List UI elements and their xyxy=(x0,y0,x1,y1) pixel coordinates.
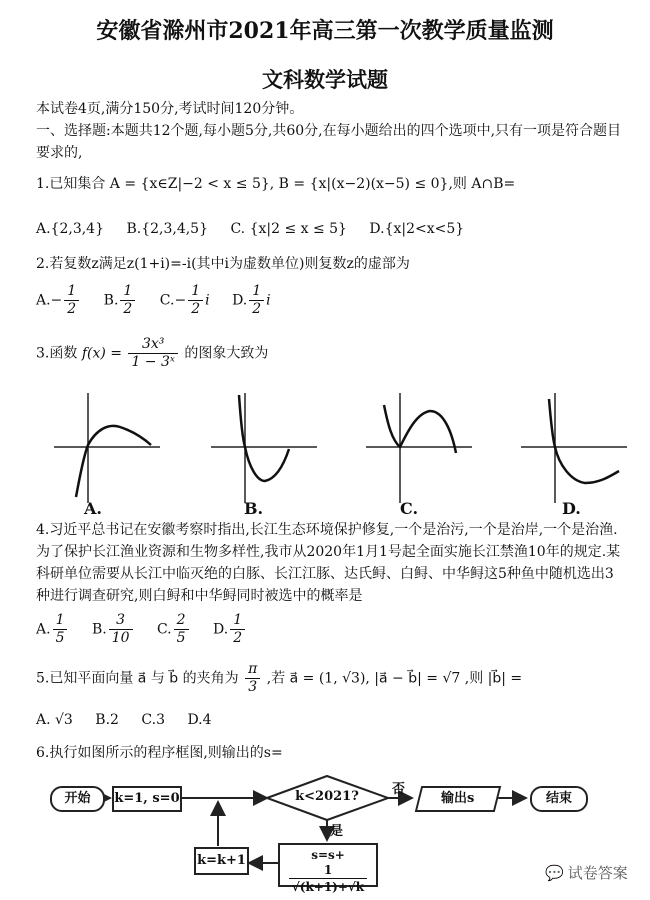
question-2-option-d: D. $\frac{1}{2}$ i xyxy=(232,283,271,317)
question-5-option-c: C.3 xyxy=(141,712,165,728)
question-5-stem: 5.已知平面向量 a⃗ 与 b⃗ 的夹角为 $\frac{\pi}{3}$ ,若 a⃗ = (1, √3), |a⃗ − b⃗| = √7 ,则 |b⃗| = xyxy=(36,661,523,695)
question-1-option-a: A.{2,3,4} xyxy=(36,221,104,237)
question-4-option-a: A. $\frac{1}{5}$ xyxy=(36,612,69,647)
question-5-options xyxy=(36,709,230,731)
flowchart-yes-label: 是 xyxy=(330,824,344,839)
question-3-stem: 3.函数 f(x) = $\frac{\text{3x³}}{\text{1 − 3ˣ}}$ 的图象大致为 xyxy=(36,336,269,370)
question-1-option-d: D.{x|2<x<5} xyxy=(369,221,465,237)
question-4-option-c: C. $\frac{2}{5}$ xyxy=(157,612,191,647)
graph-label-b: B. xyxy=(244,499,264,518)
graph-label-c: C. xyxy=(400,499,419,518)
graph-label-a: A. xyxy=(84,499,102,518)
question-4-option-b: B. $\frac{3}{10}$ xyxy=(92,612,135,647)
question-1-stem: 1.已知集合 A = {x∈Z|−2 < x ≤ 5}, B = {x|(x−2)(x−5) ≤ 0},则 A∩B= xyxy=(36,176,516,192)
intro-line: 本试卷4页,满分150分,考试时间120分钟。 xyxy=(36,101,304,117)
section-instructions: 一、选择题:本题共12个题,每小题5分,共60分,在每小题给出的四个选项中,只有一项是符合题目要求的, xyxy=(36,123,622,161)
graph-option-a xyxy=(48,385,168,510)
exam-title: 安徽省滁州市2021年高三第一次教学质量监测 xyxy=(96,18,554,44)
exam-subtitle: 文科数学试题 xyxy=(262,67,388,92)
question-5-option-a: A. √3 xyxy=(36,712,73,728)
question-1-option-b: B.{2,3,4,5} xyxy=(126,221,208,237)
question-2-option-c: C.− $\frac{1}{2}$ i xyxy=(159,283,210,317)
graph-option-b xyxy=(205,385,325,510)
question-4-option-d: D. $\frac{1}{2}$ xyxy=(213,612,247,647)
flowchart-output: 输出s xyxy=(415,786,501,812)
question-2-option-b: B. $\frac{1}{2}$ xyxy=(104,283,138,318)
graph-option-d xyxy=(515,385,635,510)
question-5-option-d: D.4 xyxy=(187,712,212,728)
flowchart-start: 开始 xyxy=(50,786,105,812)
question-4-options xyxy=(36,612,265,647)
flowchart-init: k=1, s=0 xyxy=(112,786,182,812)
question-1-option-c: C. {x|2 ≤ x ≤ 5} xyxy=(230,221,347,237)
watermark: 💬 试卷答案 xyxy=(545,864,628,882)
question-2-options xyxy=(36,283,289,318)
flowchart-increment: k=k+1 xyxy=(194,847,249,875)
question-4-stem: 4.习近平总书记在安徽考察时指出,长江生态环境保护修复,一个是治污,一个是治岸,一个是治渔.为了保护长江渔业资源和生物多样性,我市从2020年1月1号起全面实施长江禁渔10年的规定.某科研单位需要从长江中临灭绝的白豚、长江江豚、达氏鲟、白鲟、中华鲟这5种鱼中随机选出3种进行调查研究,则白鲟和中华鲟同时被选中的概率是 xyxy=(36,522,621,604)
flowchart-update: s=s+ $\frac{1}{√(k+1)+√k}$ xyxy=(278,843,378,887)
question-5-option-b: B.2 xyxy=(95,712,119,728)
question-2-option-a: A.− $\frac{1}{2}$ xyxy=(36,283,81,318)
flowchart-no-label: 否 xyxy=(392,782,406,797)
function-lhs: f(x) = xyxy=(81,345,122,362)
graph-option-c xyxy=(360,385,480,510)
question-2-stem: 2.若复数z满足z(1+i)=-i(其中i为虚数单位)则复数z的虚部为 xyxy=(36,256,410,272)
flowchart-condition: k<2021? xyxy=(295,789,359,804)
flowchart-end: 结束 xyxy=(530,786,588,812)
graph-label-d: D. xyxy=(562,499,581,518)
question-6-stem: 6.执行如图所示的程序框图,则输出的s= xyxy=(36,745,283,761)
chat-bubble-icon: 💬 xyxy=(545,864,564,882)
question-1-options xyxy=(36,218,482,240)
